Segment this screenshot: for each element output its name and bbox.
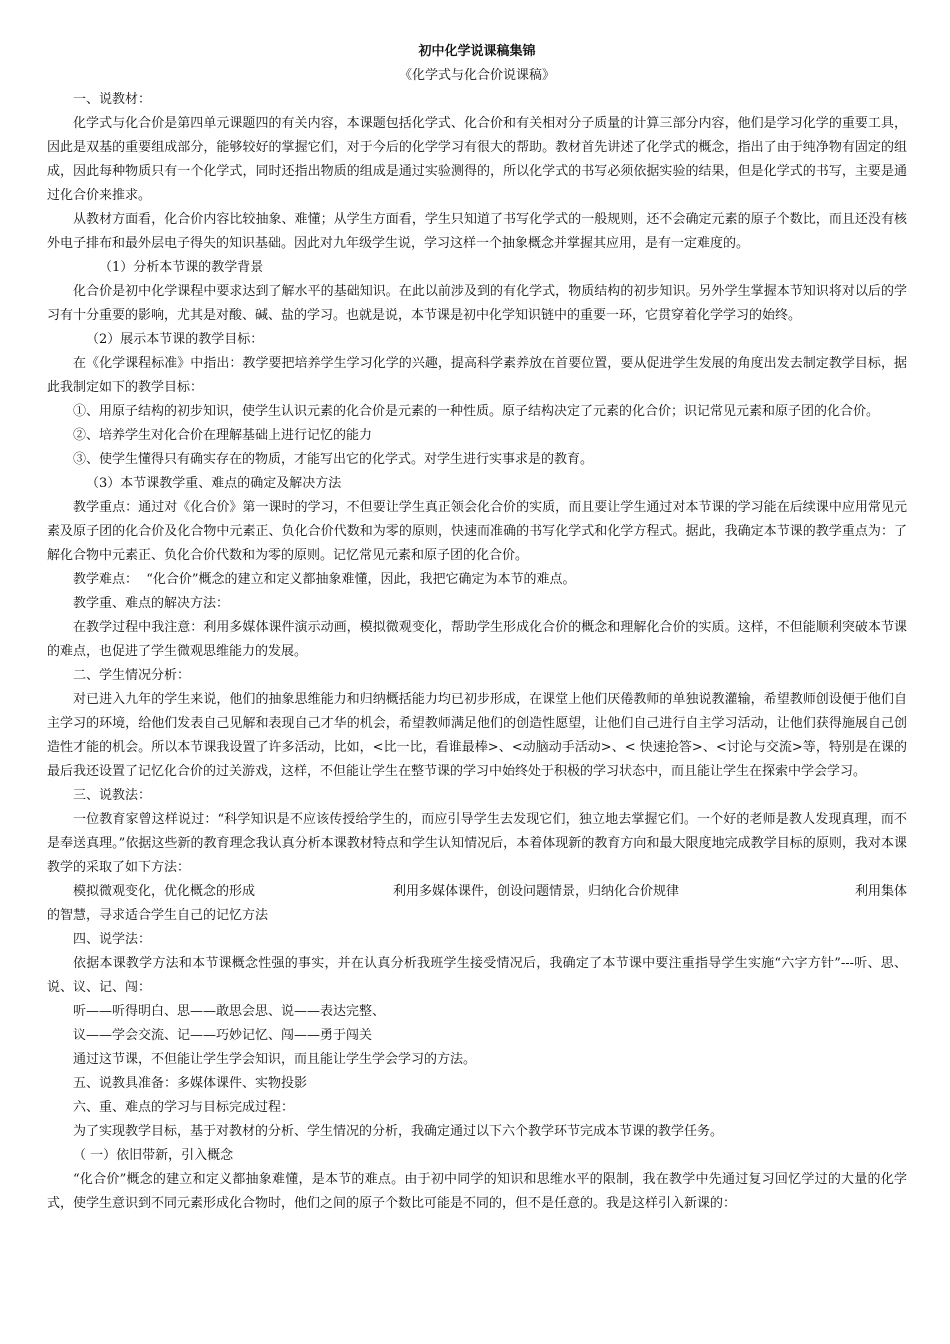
method-2: 利用多媒体课件，创设问题情景，归纳化合价规律 [393,884,680,899]
goal-item: ②、培养学生对化合价在理解基础上进行记忆的能力 [73,428,373,443]
document-subtitle: 《化学式与化合价说课稿》 [398,68,555,83]
paragraph: 教学重点：通过对《化合价》第一课时的学习，不但要让学生真正领会化合价的实质，而且要让学生通过对本节课的学习能在后续课中应用常见元素及原子团的化合价及化合物中元素正、负化合价代数和为零的原则，快速而准确的书写化学式和化学方程式。据此，我确定本节课的教学重点为：了解化合物中元素正、负化合价代数和为零的原则。记忆常见元素和原子团的化合价。 [47,500,907,563]
paragraph: 一位教育家曾这样说过：“科学知识是不应该传授给学生的，而应引导学生去发现它们，独立地去掌握它们。一个好的老师是教人发现真理，而不是奉送真理。”依据这些新的教育理念我认真分析本课教材特点和学生认知情况后，本着体现新的教育方向和最大限度地完成教学目标的原则，我对本课教学的采取了如下方法： [47,812,907,875]
subheading: （2）展示本节课的教学目标： [86,332,264,347]
subheading: （ 一）依旧带新，引入概念 [73,1148,234,1163]
method-3: 利用集体 [854,884,907,899]
method-1: 模拟微观变化，优化概念的形成 [73,884,256,899]
method-3-continued: 的智慧，寻求适合学生自己的记忆方法 [47,908,269,923]
paragraph: 议——学会交流、记——巧妙记忆、闯——勇于闯关 [73,1028,373,1043]
paragraph: 从教材方面看，化合价内容比较抽象、难懂；从学生方面看，学生只知道了书写化学式的一般规则，还不会确定元素的原子个数比，而且还没有核外电子排布和最外层电子得失的知识基础。因此对九年级学生说，学习这样一个抽象概念并掌握其应用，是有一定难度的。 [47,212,907,251]
method-row [47,880,907,904]
document-page [47,40,907,1216]
document-title: 初中化学说课稿集锦 [418,44,536,59]
paragraph: 依据本课教学方法和本节课概念性强的事实，并在认真分析我班学生接受情况后，我确定了本节课中要注重指导学生实施“六字方针”---听、思、说、议、记、闯： [47,956,907,995]
paragraph: 通过这节课，不但能让学生学会知识，而且能让学生学会学习的方法。 [73,1052,477,1067]
paragraph: 教学难点： “化合价”概念的建立和定义都抽象难懂，因此，我把它确定为本节的难点。 [73,572,576,587]
subheading: （1）分析本节课的教学背景 [99,260,264,275]
paragraph: 在教学过程中我注意：利用多媒体课件演示动画，模拟微观变化，帮助学生形成化合价的概念和理解化合价的实质。这样，不但能顺利突破本节课的难点，也促进了学生微观思维能力的发展。 [47,620,907,659]
paragraph: 化学式与化合价是第四单元课题四的有关内容，本课题包括化学式、化合价和有关相对分子质量的计算三部分内容，他们是学习化学的重要工具，因此是双基的重要组成部分，能够较好的掌握它们，对于今后的化学学习有很大的帮助。教材首先讲述了化学式的概念，指出了由于纯净物有固定的组成，因此每种物质只有一个化学式，同时还指出物质的组成是通过实验测得的，所以化学式的书写必须依据实验的结果，但是化学式的书写，主要是通过化合价来推求。 [47,116,907,203]
goal-item: ③、使学生懂得只有确实存在的物质，才能写出它的化学式。对学生进行实事求是的教育。 [73,452,594,467]
section-heading-2: 二、学生情况分析： [73,668,191,683]
section-heading-3: 三、说教法： [73,788,152,803]
goal-item: ①、用原子结构的初步知识，使学生认识元素的化合价是元素的一种性质。原子结构决定了元素的化合价；识记常见元素和原子团的化合价。 [73,404,880,419]
paragraph: 化合价是初中化学课程中要求达到了解水平的基础知识。在此以前涉及到的有化学式，物质结构的初步知识。另外学生掌握本节知识将对以后的学习有十分重要的影响，尤其是对酸、碱、盐的学习。也就是说，本节课是初中化学知识链中的重要一环，它贯穿着化学学习的始终。 [47,284,907,323]
paragraph: 为了实现教学目标，基于对教材的分析、学生情况的分析，我确定通过以下六个教学环节完成本节课的教学任务。 [73,1124,724,1139]
paragraph: 听——听得明白、思——敢思会思、说——表达完整、 [73,1004,386,1019]
subheading: （3）本节课教学重、难点的确定及解决方法 [86,476,342,491]
paragraph: “化合价”概念的建立和定义都抽象难懂，是本节的难点。由于初中同学的知识和思维水平的限制，我在教学中先通过复习回忆学过的大量的化学式，使学生意识到不同元素形成化合物时，他们之间的原子个数比可能是不同的，但不是任意的。我是这样引入新课的： [47,1172,907,1211]
section-heading-5: 五、说教具准备：多媒体课件、实物投影 [73,1076,308,1091]
paragraph: 教学重、难点的解决方法： [73,596,230,611]
section-heading-1: 一、说教材： [73,92,152,107]
paragraph: 在《化学课程标准》中指出：教学要把培养学生学习化学的兴趣，提高科学素养放在首要位置，要从促进学生发展的角度出发去制定教学目标，据此我制定如下的教学目标： [47,356,907,395]
paragraph: 对已进入九年的学生来说，他们的抽象思维能力和归纳概括能力均已初步形成，在课堂上他们厌倦教师的单独说教灌输，希望教师创设便于他们自主学习的环境，给他们发表自己见解和表现自己才华的机会，希望教师满足他们的创造性愿望，让他们自己进行自主学习活动，让他们获得施展自己创造性才能的机会。所以本节课我设置了许多活动，比如，<比一比，看谁最棒>、<动脑动手活动>、< 快速抢答>、<讨论与交流>等，特别是在课的最后我还设置了记忆化合价的过关游戏，这样，不但能让学生在整节课的学习中始终处于积极的学习状态中，而且能让学生在探索中学会学习。 [47,692,907,779]
section-heading-4: 四、说学法： [73,932,152,947]
section-heading-6: 六、重、难点的学习与目标完成过程： [73,1100,295,1115]
